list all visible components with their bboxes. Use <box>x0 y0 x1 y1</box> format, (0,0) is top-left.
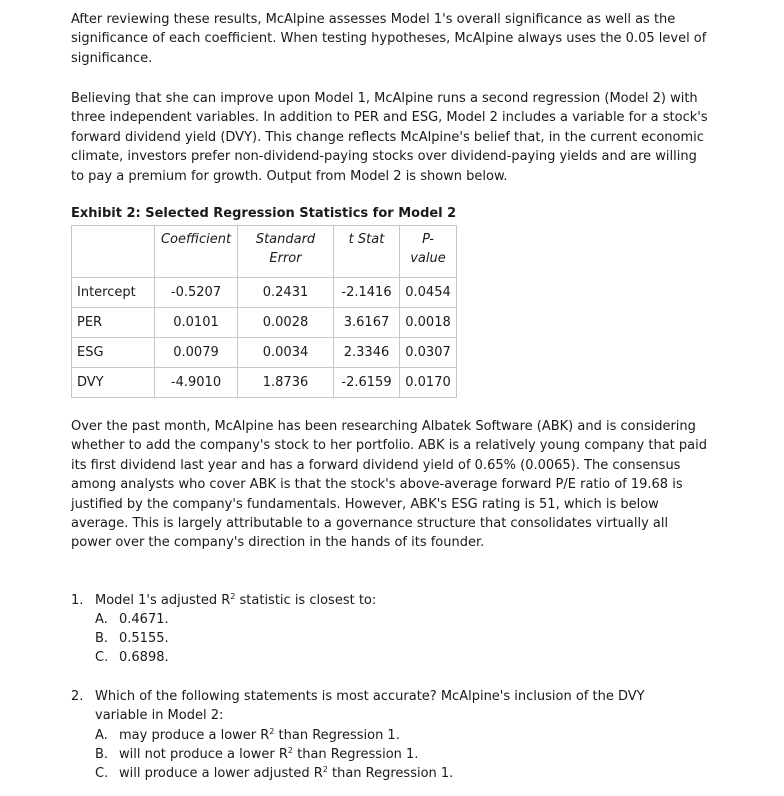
table-row <box>72 368 457 398</box>
regression-table <box>71 225 457 398</box>
coefficient-cell: 0.0101 <box>155 308 238 338</box>
table-header-cell: Standard Error <box>238 226 334 278</box>
table-header-cell: P-value <box>400 226 457 278</box>
t-stat-cell: -2.1416 <box>334 278 400 308</box>
table-header-row <box>72 226 457 278</box>
table-header-cell <box>72 226 155 278</box>
exhibit-title: Exhibit 2: Selected Regression Statistics for Model 2 <box>71 206 457 221</box>
option-letter: C. <box>95 650 109 665</box>
row-label: DVY <box>72 368 155 398</box>
table-row <box>72 308 457 338</box>
option-text: may produce a lower R <box>119 728 270 743</box>
table-header-cell: t Stat <box>334 226 400 278</box>
option-letter: B. <box>95 631 109 646</box>
option-text: will not produce a lower R <box>119 747 288 762</box>
option-text: than Regression 1. <box>327 766 454 781</box>
standard-error-cell: 0.2431 <box>238 278 334 308</box>
coefficient-cell: 0.0079 <box>155 338 238 368</box>
abk-paragraph: Over the past month, McAlpine has been researching Albatek Software (ABK) and is considering whether to add the company's stock to her portfolio. ABK is a relatively young company that paid its first dividend last year and has a forward dividend yield of 0.65% (0.0065). The consensus among analysts who cover ABK is that the stock's above-average forward P/E ratio of 19.68 is justified by the company's fundamentals. However, ABK's ESG rating is 51, which is below average. This is largely attributable to a governance structure that consolidates virtually all power over the company's direction in the hands of its founder. <box>71 419 707 551</box>
t-stat-cell: 2.3346 <box>334 338 400 368</box>
answer-option[interactable] <box>95 648 169 667</box>
standard-error-cell: 0.0028 <box>238 308 334 338</box>
option-text: 0.4671. <box>119 612 169 627</box>
option-letter: A. <box>95 728 108 743</box>
row-label: ESG <box>72 338 155 368</box>
answer-option[interactable] <box>95 745 418 764</box>
superscript: 2 <box>322 765 328 774</box>
superscript: 2 <box>230 592 236 601</box>
option-text: than Regression 1. <box>292 747 419 762</box>
intro-paragraph: After reviewing these results, McAlpine assesses Model 1's overall significance as well as the significance of each coefficient. When testing hypotheses, McAlpine always uses the 0.05 level of significance. <box>71 12 707 66</box>
answer-option[interactable] <box>95 629 169 648</box>
question-number: 2. <box>71 689 84 704</box>
question-text <box>95 591 695 610</box>
p-value-cell: 0.0170 <box>400 368 457 398</box>
option-text: will produce a lower adjusted R <box>119 766 323 781</box>
option-letter: B. <box>95 747 109 762</box>
coefficient-cell: -4.9010 <box>155 368 238 398</box>
row-label: Intercept <box>72 278 155 308</box>
option-letter: A. <box>95 612 108 627</box>
p-value-cell: 0.0454 <box>400 278 457 308</box>
superscript: 2 <box>287 746 293 755</box>
t-stat-cell: 3.6167 <box>334 308 400 338</box>
t-stat-cell: -2.6159 <box>334 368 400 398</box>
table-header-cell: Coefficient <box>155 226 238 278</box>
p-value-cell: 0.0018 <box>400 308 457 338</box>
option-text: 0.5155. <box>119 631 169 646</box>
p-value-cell: 0.0307 <box>400 338 457 368</box>
coefficient-cell: -0.5207 <box>155 278 238 308</box>
question-text-part: Model 1's adjusted R <box>95 593 231 608</box>
option-text: 0.6898. <box>119 650 169 665</box>
table-row <box>72 338 457 368</box>
question-text: Which of the following statements is most accurate? McAlpine's inclusion of the DVY variable in Model 2: <box>95 689 645 724</box>
row-label: PER <box>72 308 155 338</box>
answer-option[interactable] <box>95 764 453 783</box>
option-letter: C. <box>95 766 109 781</box>
answer-option[interactable] <box>95 610 169 629</box>
question-text-part: statistic is closest to: <box>235 593 377 608</box>
model-2-paragraph: Believing that she can improve upon Model 1, McAlpine runs a second regression (Model 2) with three independent variables. In addition to PER and ESG, Model 2 includes a variable for a stock's forward dividend yield (DVY). This change reflects McAlpine's belief that, in the current economic climate, investors prefer non-dividend-paying stocks over dividend-paying yields and are willing to pay a premium for growth. Output from Model 2 is shown below. <box>71 91 708 184</box>
answer-option[interactable] <box>95 726 400 745</box>
standard-error-cell: 1.8736 <box>238 368 334 398</box>
standard-error-cell: 0.0034 <box>238 338 334 368</box>
question-number: 1. <box>71 593 84 608</box>
table-row <box>72 278 457 308</box>
superscript: 2 <box>269 727 275 736</box>
option-text: than Regression 1. <box>274 728 400 743</box>
